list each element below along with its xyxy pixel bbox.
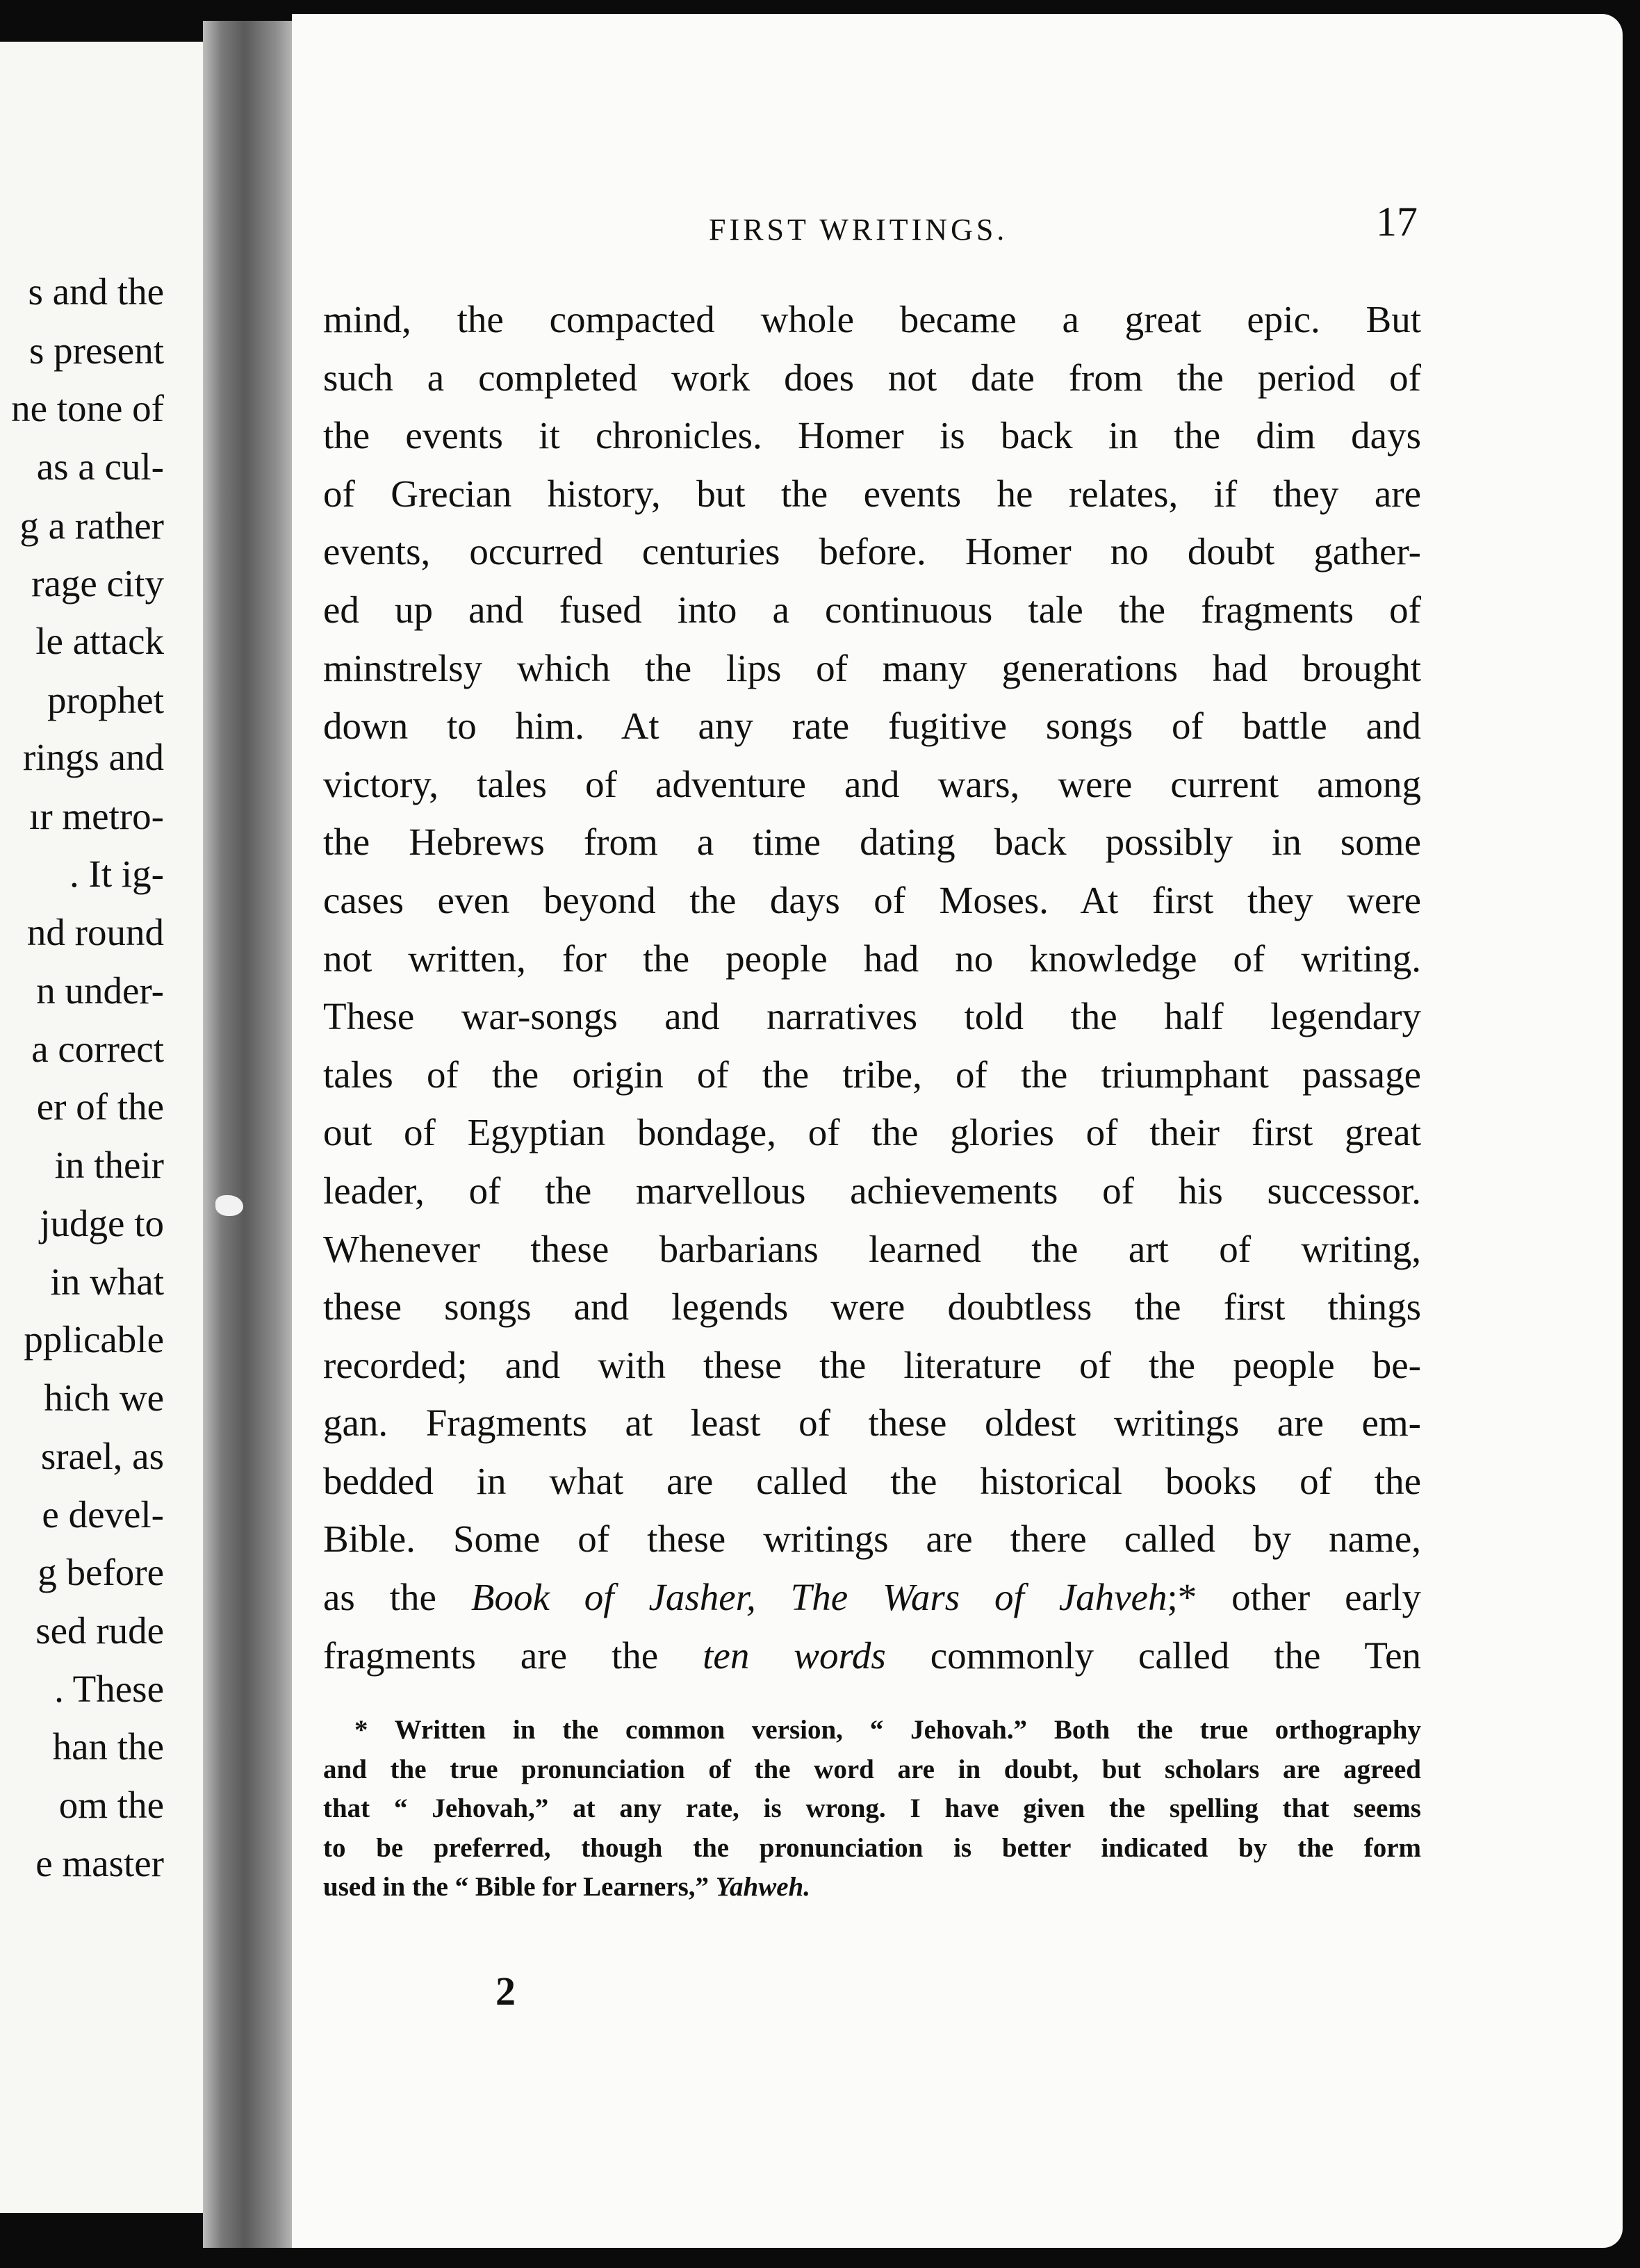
body-line: the Hebrews from a time dating back possibly in some [323,821,1421,864]
left-page-line: srael, as [40,1435,164,1477]
body-line: These war-songs and narratives told the half legendary [323,995,1421,1038]
body-line: not written, for the people had no knowledge of writing. [323,937,1421,980]
left-page-line: le attack [35,620,164,662]
left-page-line: pplicable [24,1318,164,1361]
body-line: cases even beyond the days of Moses. At first they were [323,878,1421,921]
body-line: minstrelsy which the lips of many generations had brought [323,646,1421,689]
left-page-line: s present [29,329,164,372]
footnote-line: that “ Jehovah,” at any rate, is wrong. I have given the spelling that seems [323,1793,1421,1823]
body-line: as the Book of Jasher, The Wars of Jahveh;* other early [323,1576,1421,1619]
left-page-line: judge to [40,1202,164,1244]
left-page-line: g a rather [19,504,164,547]
body-line: out of Egyptian bondage, of the glories of their first great [323,1111,1421,1154]
body-line: such a completed work does not date from the period of [323,356,1421,399]
body-line: the events it chronicles. Homer is back in the dim days [323,414,1421,457]
left-page-line: rage city [31,562,164,605]
left-page-line: er of the [36,1085,164,1128]
left-page-line: e master [35,1842,164,1884]
left-page-line: . It ig- [69,853,164,895]
left-page-line: nd round [26,911,164,953]
running-head: FIRST WRITINGS. [709,213,1008,247]
left-page-line: om the [58,1784,164,1826]
body-line: of Grecian history, but the events he relates, if they are [323,472,1421,515]
left-page-line: sed rude [35,1609,164,1652]
body-line: mind, the compacted whole became a great epic. But [323,298,1421,340]
italic-book-titles: Book of Jasher, The Wars of Jahveh [470,1576,1167,1619]
body-line: these songs and legends were doubtless the first things [323,1285,1421,1329]
body-line: bedded in what are called the historical books of the [323,1459,1421,1502]
paper-fleck [215,1195,243,1216]
left-page-line: . These [54,1668,164,1710]
body-line: down to him. At any rate fugitive songs of battle and [323,705,1421,748]
left-page-line: ır metro- [29,795,164,837]
footnote-line: to be preferred, though the pronunciation is better indicated by the form [323,1832,1421,1863]
left-facing-page [0,42,203,2213]
signature-mark: 2 [495,1969,516,2014]
left-page-line: rings and [22,736,164,778]
page-number: 17 [1376,199,1418,245]
left-page-line: hich we [44,1377,164,1419]
footnote [323,1711,1421,1907]
left-page-line: han the [52,1725,164,1768]
body-text [323,290,1421,1684]
body-line: leader, of the marvellous achievements of his successor. [323,1169,1421,1212]
left-page-line: g before [38,1551,164,1593]
left-page-line: in their [54,1144,164,1186]
italic-ten-words: ten words [703,1634,886,1677]
left-page-line: n under- [36,969,164,1012]
left-page-line: s and the [28,270,164,313]
body-line: fragments are the ten words commonly called the Ten [323,1634,1421,1677]
body-line: recorded; and with these the literature of the people be- [323,1343,1421,1386]
left-page-line: ne tone of [11,387,164,429]
body-line: ed up and fused into a continuous tale the fragments of [323,588,1421,631]
italic-yahweh: Yahweh. [715,1872,810,1902]
footnote-line: * Written in the common version, “ Jehovah.” Both the true orthography [354,1715,1421,1745]
body-line: Bible. Some of these writings are there called by name, [323,1518,1421,1561]
body-line: tales of the origin of the tribe, of the triumphant passage [323,1053,1421,1096]
body-line: gan. Fragments at least of these oldest writings are em- [323,1402,1421,1445]
left-page-line: e devel- [42,1493,164,1536]
left-page-line: a correct [31,1028,164,1070]
left-page-line: prophet [47,679,164,721]
left-page-line: as a cul- [36,445,164,488]
footnote-line: used in the “ Bible for Learners,” Yahweh. [323,1872,810,1902]
footnote-line: and the true pronunciation of the word are in doubt, but scholars are agreed [323,1754,1421,1784]
body-line: victory, tales of adventure and wars, were current among [323,762,1421,805]
left-page-line: in what [50,1260,164,1303]
body-line: events, occurred centuries before. Homer no doubt gather- [323,530,1421,573]
body-line: Whenever these barbarians learned the art of writing, [323,1227,1421,1270]
